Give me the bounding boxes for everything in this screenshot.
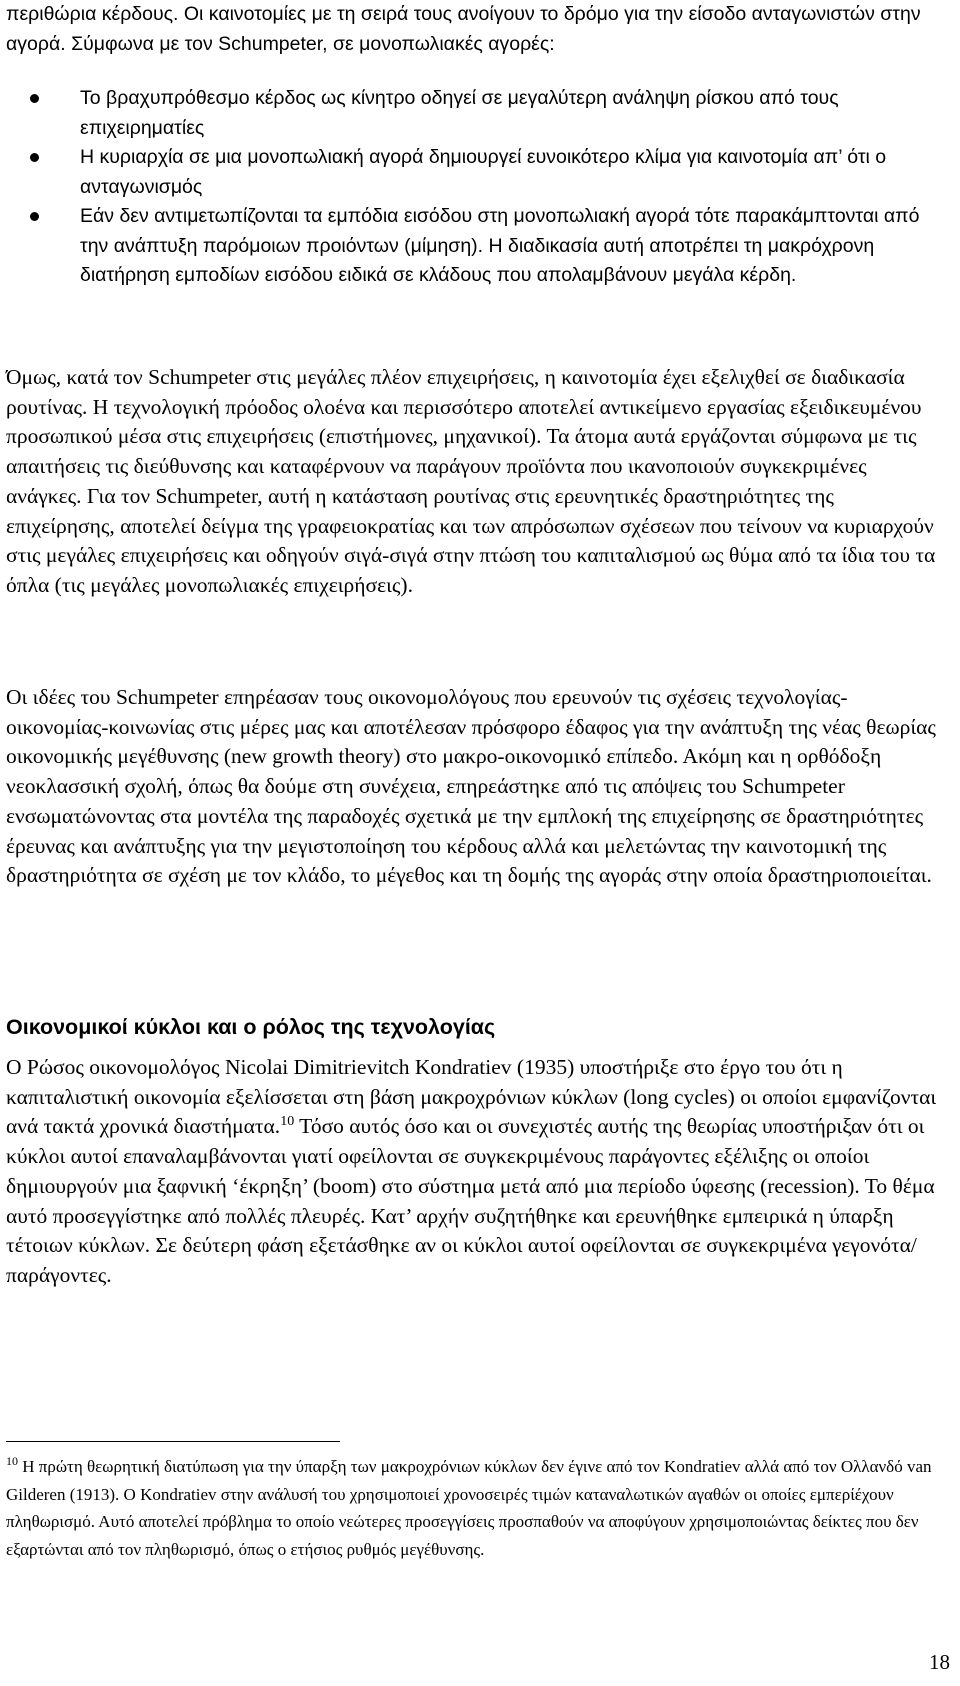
footnote-text: Η πρώτη θεωρητική διατύπωση για την ύπαρξη των μακροχρόνιων κύκλων δεν έγινε από τον Kondratiev αλλά από τον Ολλανδό van Gilderen (1913). Ο Kondratiev στην ανάλυσή του χρησιμοποιεί χρονοσειρές τιμών καταναλωτικών αγαθών οι οποίες εμπερίέχουν πληθωρισμό. Αυτό αποτελεί πρόβλημα το οποίο νεώτερες προσεγγίσεις προσπαθούν να αποφύγουν χρησιμοποιώντας δείκτες που δεν εξαρτώνται από τον πληθωρισμό, όπως ο ετήσιος ρυθμός μεγέθυνσης. (6, 1457, 932, 1559)
section-heading: Οικονομικοί κύκλοι και ο ρόλος της τεχνολογίας (6, 1015, 496, 1039)
footnote-reference[interactable]: 10 (280, 1114, 295, 1130)
bullet-item (30, 143, 940, 202)
bullet-text: Εάν δεν αντιμετωπίζονται τα εμπόδια εισόδου στη μονοπωλιακή αγορά τότε παρακάμπτονται από την ανάπτυξη παρόμοιων προιόντων (μίμηση). Η διαδικασία αυτή αποτρέπει τη μακρόχρονη διατήρηση εμποδίων εισόδου ειδικά σε κλάδους που απολαμβάνουν μεγάλα κέρδη. (80, 205, 920, 286)
bullet-text: Το βραχυπρόθεσμο κέρδος ως κίνητρο οδηγεί σε μεγαλύτερη ανάληψη ρίσκου από τους επιχειρηματίες (80, 87, 839, 139)
footnote-number: 10 (6, 1454, 18, 1468)
body-paragraph-kondratiev (6, 1053, 938, 1291)
bullet-item (30, 84, 940, 143)
intro-paragraph: περιθώρια κέρδους. Οι καινοτομίες με τη σειρά τους ανοίγουν το δρόμο για την είσοδο ανταγωνιστών στην αγορά. Σύμφωνα με τον Schumpeter, σε μονοπωλιακές αγορές: (6, 3, 921, 55)
bullet-icon (30, 94, 39, 103)
footnote-separator (6, 1441, 340, 1442)
paragraph-text: Ο Ρώσος οικονομολόγος Nicolai Dimitrievitch Kondratiev (1935) υποστήριξε στο έργο του ότι η καπιταλιστική οικονομία εξελίσσεται στη βάση μακροχρόνιων κύκλων (long cycles) οι οποίοι εμφανίζονται ανά τακτά χρονικά διαστήματα. (6, 1055, 937, 1139)
body-paragraph-schumpeter-influence: Οι ιδέες του Schumpeter επηρέασαν τους οικονομολόγους που ερευνούν τις σχέσεις τεχνολογίας-οικονομίας-κοινωνίας στις μέρες μας και αποτέλεσαν πρόσφορο έδαφος για την ανάπτυξη της νέας θεωρίας οικονομικής μεγέθυνσης (new growth theory) στο μακρο-οικονομικό επίπεδο. Ακόμη και η ορθόδοξη νεοκλασσική σχολή, όπως θα δούμε στη συνέχεια, επηρεάστηκε από τις απόψεις του Schumpeter ενσωματώνοντας στα μοντέλα της παραδοχές σχετικά με την εμπλοκή της επιχείρησης σε δραστηριότητες έρευνας και ανάπτυξης για την μεγιστοποίηση του κέρδους αλλά και μελετώντας την καινοτομική της δραστηριότητα σε σχέση με τον κλάδο, το μέγεθος και τη δομής της αγοράς στην οποία δραστηριοποιείται. (6, 685, 936, 888)
footnote (6, 1453, 938, 1563)
paragraph-text: Τόσο αυτός όσο και οι συνεχιστές αυτής της θεωρίας υποστήριξαν ότι οι κύκλοι αυτοί επαναλαμβάνονται γιατί οφείλονται σε συγκεκριμένους παράγοντες εξέλιξης οι οποίοι δημιουργούν μια ξαφνική ‘έκρηξη’ (boom) στο σύστημα μετά από μια περίοδο ύφεσης (recession). Το θέμα αυτό προσεγγίστηκε από πολλές πλευρές. Κατ’ αρχήν συζητήθηκε και ερευνήθηκε εμπειρικά η ύπαρξη τέτοιων κύκλων. Σε δεύτερη φάση εξετάσθηκε αν οι κύκλοι αυτοί οφείλονται σε συγκεκριμένα γεγονότα/παράγοντες. (6, 1114, 935, 1287)
bullet-text: Η κυριαρχία σε μια μονοπωλιακή αγορά δημιουργεί ευνοικότερο κλίμα για καινοτομία απ’ ότι ο ανταγωνισμός (80, 146, 887, 198)
body-paragraph-routine: Όμως, κατά τον Schumpeter στις μεγάλες πλέον επιχειρήσεις, η καινοτομία έχει εξελιχθεί σε διαδικασία ρουτίνας. Η τεχνολογική πρόοδος ολοένα και περισσότερο αποτελεί αντικείμενο εργασίας εξειδικευμένου προσωπικού μέσα στις επιχειρήσεις (επιστήμονες, μηχανικοί). Τα άτομα αυτά εργάζονται σύμφωνα με τις απαιτήσεις τις διεύθυνσης και καταφέρνουν να παράγουν προϊόντα που ικανοποιούν συγκεκριμένες ανάγκες. Για τον Schumpeter, αυτή η κατάσταση ρουτίνας στις ερευνητικές δραστηριότητες της επιχείρησης, αποτελεί δείγμα της γραφειοκρατίας και των απρόσωπων σχέσεων που τείνουν να κυριαρχούν στις μεγάλες επιχειρήσεις και οδηγούν σιγά-σιγά στην πτώση του καπιταλισμού ως θύμα από τα ίδια του τα όπλα (τις μεγάλες μονοπωλιακές επιχειρήσεις). (6, 365, 936, 597)
bullet-icon (30, 153, 39, 162)
bullet-icon (30, 212, 39, 221)
bullet-item (30, 202, 940, 291)
page-number: 18 (929, 1650, 950, 1674)
bullet-list (30, 84, 940, 291)
